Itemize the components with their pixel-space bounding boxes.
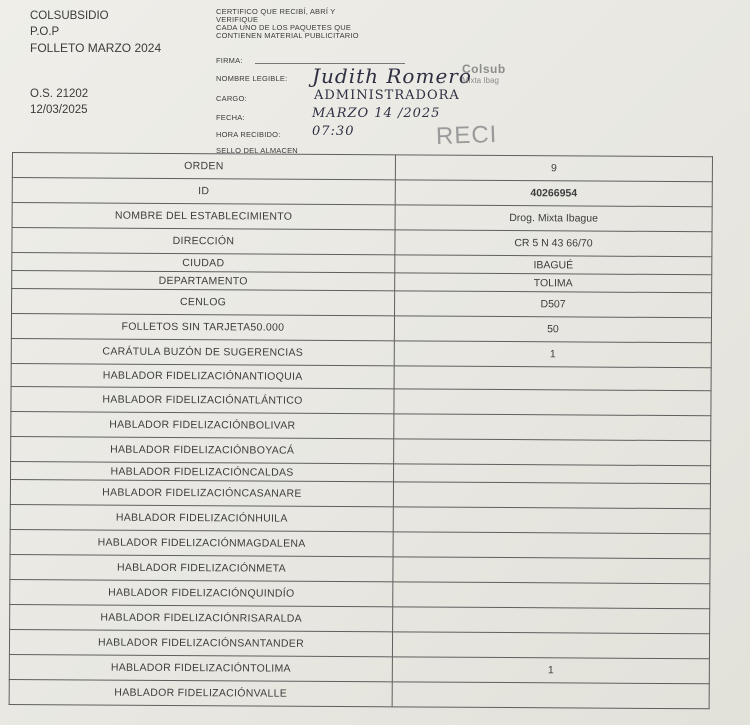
row-label: HABLADOR FIDELIZACIÓNHUILA	[10, 504, 393, 531]
row-label: CIUDAD	[12, 253, 395, 273]
row-label: CARÁTULA BUZÓN DE SUGERENCIAS	[11, 338, 394, 365]
row-value	[393, 464, 710, 484]
row-value: IBAGUÉ	[395, 255, 712, 275]
row-value: 50	[394, 316, 711, 343]
certificate-line: VERIFIQUE	[216, 15, 259, 24]
firma-label: FIRMA:	[216, 56, 243, 65]
fecha-label: FECHA:	[216, 113, 245, 122]
folleto-title: FOLLETO MARZO 2024	[30, 41, 162, 55]
row-label: HABLADOR FIDELIZACIÓNCALDAS	[10, 461, 393, 481]
row-label: HABLADOR FIDELIZACIÓNRISARALDA	[10, 604, 393, 631]
company-name: COLSUBSIDIO	[30, 10, 109, 22]
certificate-line: CERTIFICO QUE RECIBÍ, ABRÍ Y	[216, 7, 336, 16]
certificate-line: CADA UNO DE LOS PAQUETES QUE	[216, 23, 352, 32]
nombre-label: NOMBRE LEGIBLE:	[216, 74, 288, 83]
row-label: CENLOG	[12, 289, 395, 316]
row-value	[393, 507, 710, 534]
header-block	[30, 8, 161, 56]
certificate-line: CONTIENEN MATERIAL PUBLICITARIO	[216, 31, 359, 40]
row-label: HABLADOR FIDELIZACIÓNANTIOQUIA	[11, 363, 394, 388]
cargo-handwritten: ADMINISTRADORA	[314, 88, 460, 103]
row-label: HABLADOR FIDELIZACIÓNBOLIVAR	[11, 411, 394, 438]
row-label: HABLADOR FIDELIZACIÓNSANTANDER	[9, 629, 392, 656]
nombre-handwritten: Judith Romero	[312, 64, 472, 88]
cargo-label: CARGO:	[216, 94, 247, 103]
row-value	[393, 557, 710, 584]
colsubsidio-stamp	[462, 64, 506, 86]
row-label: DIRECCIÓN	[12, 228, 395, 255]
certificate-text	[216, 8, 359, 40]
hora-label: HORA RECIBIDO:	[216, 130, 281, 139]
order-info	[30, 86, 88, 118]
row-value: 1	[394, 341, 711, 368]
row-value	[394, 366, 711, 391]
row-value: 9	[395, 155, 712, 182]
row-label: HABLADOR FIDELIZACIÓNMAGDALENA	[10, 529, 393, 556]
os-number: O.S. 21202	[30, 88, 89, 100]
stamp-logo-sub: Mixta Ibag	[462, 76, 499, 85]
row-value	[393, 482, 710, 509]
row-label: HABLADOR FIDELIZACIÓNTOLIMA	[9, 654, 392, 681]
row-value: D507	[395, 291, 712, 318]
fecha-handwritten: MARZO 14 /2025	[312, 106, 441, 121]
row-label: HABLADOR FIDELIZACIÓNCASANARE	[10, 479, 393, 506]
row-value	[394, 414, 711, 441]
row-value: 1	[392, 657, 709, 684]
row-label: HABLADOR FIDELIZACIÓNBOYACÁ	[11, 436, 394, 463]
row-value	[392, 632, 709, 659]
stamp-logo-name: Colsub	[462, 62, 506, 76]
row-value: CR 5 N 43 66/70	[395, 230, 712, 257]
row-label: HABLADOR FIDELIZACIÓNVALLE	[9, 679, 392, 706]
row-value	[392, 682, 709, 709]
row-label: DEPARTAMENTO	[12, 271, 395, 291]
pop-label: P.O.P	[30, 26, 60, 38]
row-value	[393, 607, 710, 634]
recibido-stamp: RECI	[435, 120, 498, 151]
row-value	[393, 582, 710, 609]
row-value	[393, 532, 710, 559]
row-label: HABLADOR FIDELIZACIÓNMETA	[10, 554, 393, 581]
hora-handwritten: 07:30	[312, 124, 355, 139]
row-value	[394, 439, 711, 466]
row-label: ID	[12, 178, 395, 205]
delivery-table	[9, 152, 713, 709]
order-date: 12/03/2025	[30, 104, 88, 116]
sello-label: SELLO DEL ALMACEN	[216, 146, 298, 155]
row-value: Drog. Mixta Ibague	[395, 205, 712, 232]
table-row	[9, 679, 709, 708]
row-label: FOLLETOS SIN TARJETA50.000	[11, 314, 394, 341]
row-label: ORDEN	[12, 153, 395, 180]
row-value: 40266954	[395, 180, 712, 207]
row-value	[394, 389, 711, 416]
row-label: HABLADOR FIDELIZACIÓNQUINDÍO	[10, 579, 393, 606]
row-label: HABLADOR FIDELIZACIÓNATLÁNTICO	[11, 386, 394, 413]
row-label: NOMBRE DEL ESTABLECIMIENTO	[12, 203, 395, 230]
row-value: TOLIMA	[395, 273, 712, 293]
